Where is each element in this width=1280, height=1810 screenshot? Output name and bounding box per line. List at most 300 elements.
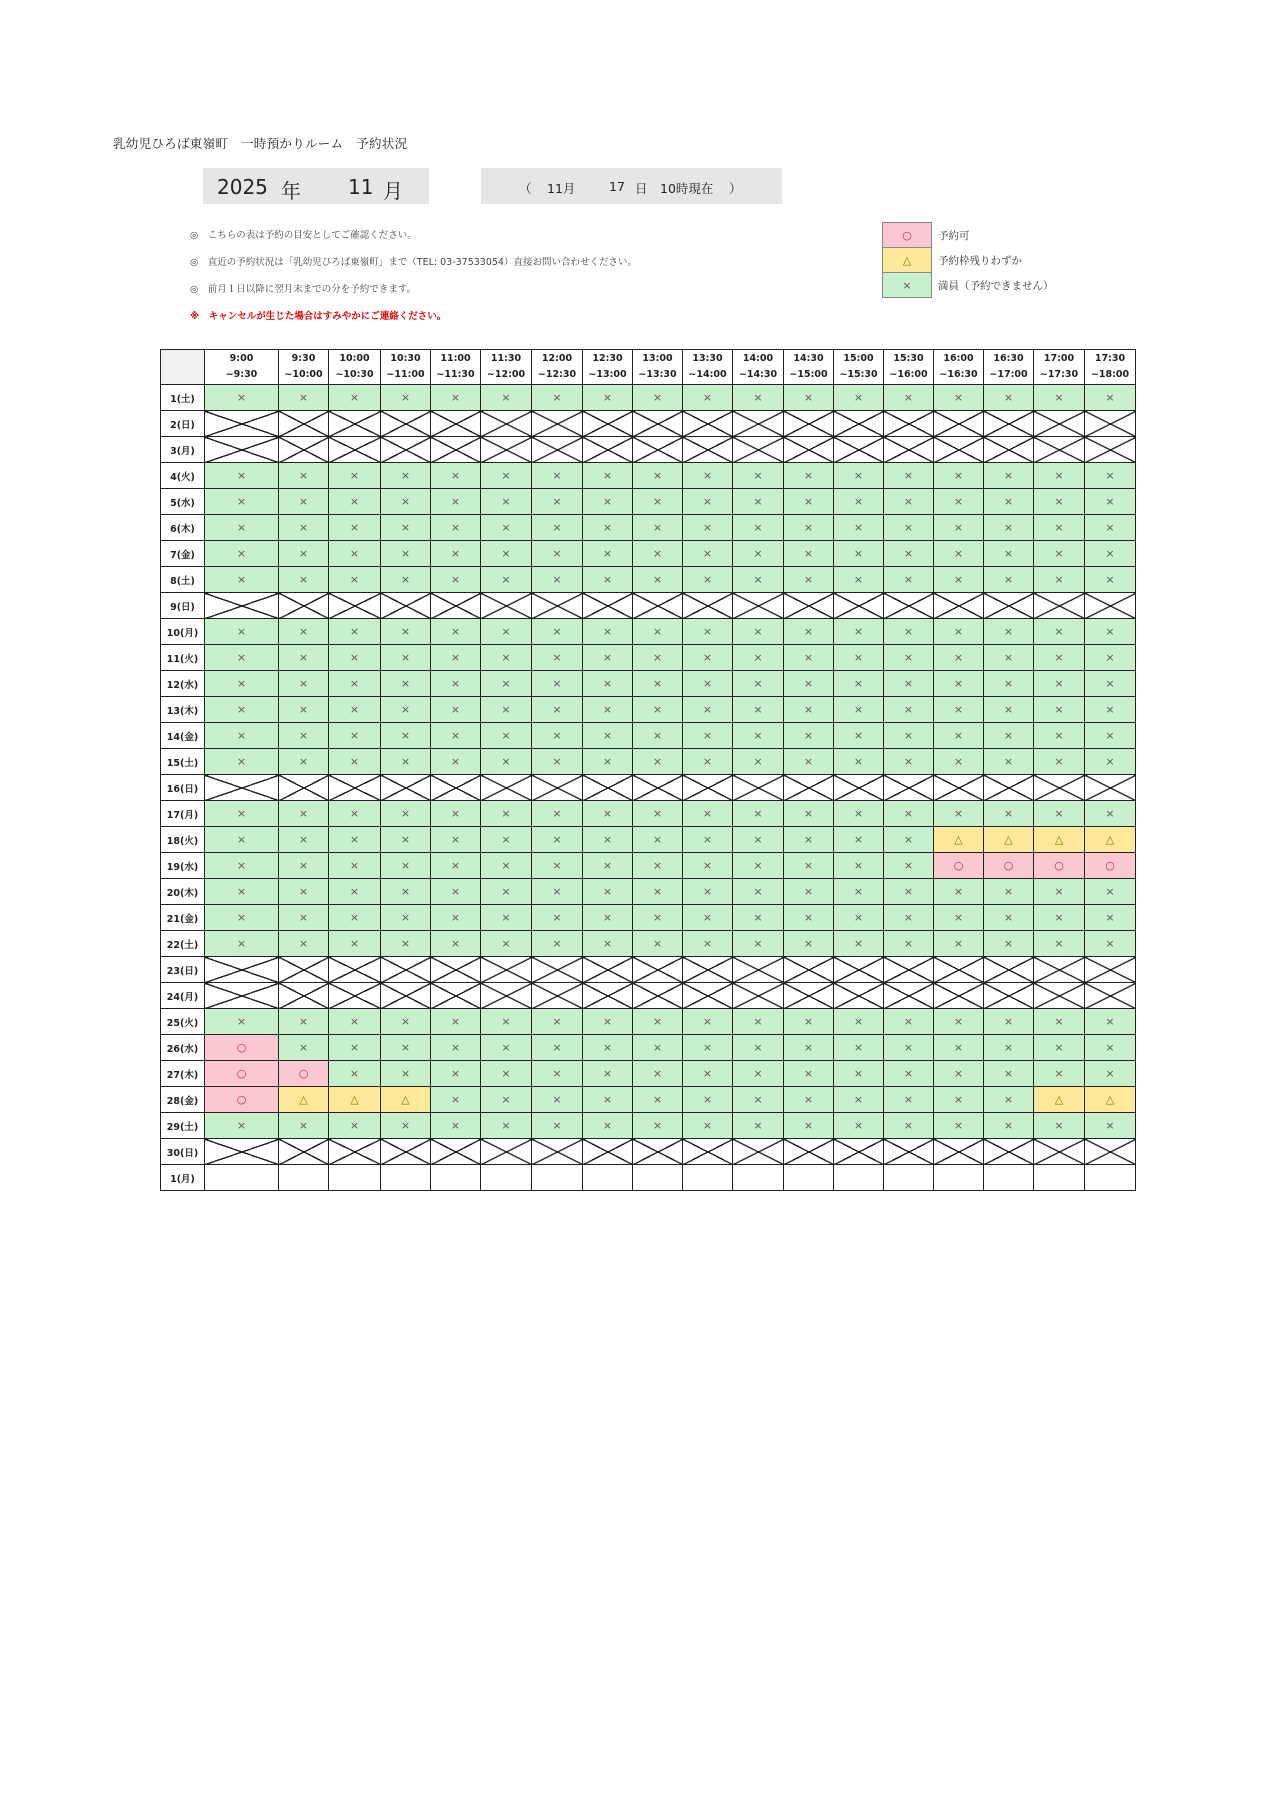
slot-cell-closed xyxy=(532,775,583,801)
slot-cell-full: × xyxy=(633,567,683,593)
slot-cell-full: × xyxy=(532,463,583,489)
slot-cell-closed xyxy=(481,411,532,437)
slot-cell-available: ○ xyxy=(205,1061,279,1087)
slot-cell-full: × xyxy=(481,1009,532,1035)
slot-cell-full: × xyxy=(633,1035,683,1061)
slot-start: 15:30 xyxy=(893,353,924,364)
slot-cell-full: × xyxy=(934,1113,984,1139)
slot-cell-full: × xyxy=(784,645,834,671)
slot-header xyxy=(532,350,583,385)
slot-cell-full: × xyxy=(683,645,733,671)
slot-cell-full: × xyxy=(1085,567,1136,593)
slot-cell-full: × xyxy=(381,723,431,749)
slot-cell-few: △ xyxy=(381,1087,431,1113)
slot-cell-full: × xyxy=(1034,463,1085,489)
slot-cell-closed xyxy=(984,775,1034,801)
slot-cell-full: × xyxy=(481,697,532,723)
slot-cell-full: × xyxy=(984,645,1034,671)
slot-cell-full: × xyxy=(1085,463,1136,489)
slot-end: ~13:00 xyxy=(588,369,627,380)
slot-header xyxy=(633,350,683,385)
slot-cell-full: × xyxy=(1034,567,1085,593)
slot-cell-empty xyxy=(279,1165,329,1191)
slot-cell-full: × xyxy=(683,567,733,593)
slot-cell-closed xyxy=(481,775,532,801)
slot-cell-full: × xyxy=(1085,749,1136,775)
slot-cell-full: × xyxy=(205,385,279,411)
slot-cell-full: × xyxy=(329,879,381,905)
slot-cell-closed xyxy=(583,593,633,619)
slot-cell-full: × xyxy=(784,671,834,697)
day-row xyxy=(161,853,1136,879)
slot-cell-closed xyxy=(532,983,583,1009)
slot-cell-full: × xyxy=(884,905,934,931)
slot-cell-full: × xyxy=(279,905,329,931)
slot-cell-full: × xyxy=(784,489,834,515)
slot-cell-full: × xyxy=(583,1009,633,1035)
slot-cell-full: × xyxy=(329,827,381,853)
slot-cell-full: × xyxy=(279,697,329,723)
slot-cell-full: × xyxy=(633,853,683,879)
slot-cell-closed xyxy=(381,593,431,619)
day-row xyxy=(161,983,1136,1009)
slot-cell-full: × xyxy=(784,749,834,775)
slot-cell-full: × xyxy=(884,515,934,541)
slot-end: ~14:00 xyxy=(688,369,727,380)
period-box xyxy=(203,168,429,204)
slot-cell-closed xyxy=(834,957,884,983)
slot-cell-closed xyxy=(329,1139,381,1165)
slot-cell-closed xyxy=(481,1139,532,1165)
slot-cell-full: × xyxy=(733,463,784,489)
slot-cell-closed xyxy=(329,957,381,983)
slot-cell-full: × xyxy=(633,1113,683,1139)
slot-cell-empty xyxy=(381,1165,431,1191)
day-row xyxy=(161,1139,1136,1165)
day-label: 7(金) xyxy=(161,541,205,567)
slot-cell-full: × xyxy=(633,541,683,567)
slot-cell-closed xyxy=(583,1139,633,1165)
slot-cell-full: × xyxy=(834,671,884,697)
slot-cell-available: ○ xyxy=(205,1035,279,1061)
day-row xyxy=(161,931,1136,957)
slot-cell-closed xyxy=(984,411,1034,437)
slot-cell-full: × xyxy=(633,1087,683,1113)
slot-cell-closed xyxy=(683,1139,733,1165)
slot-cell-full: × xyxy=(1085,879,1136,905)
slot-cell-full: × xyxy=(784,697,834,723)
day-row xyxy=(161,619,1136,645)
slot-cell-full: × xyxy=(1085,1035,1136,1061)
slot-end: ~18:00 xyxy=(1090,369,1130,380)
slot-cell-full: × xyxy=(329,749,381,775)
slot-cell-full: × xyxy=(381,385,431,411)
slot-cell-full: × xyxy=(683,827,733,853)
slot-cell-full: × xyxy=(205,723,279,749)
slot-end: ~15:30 xyxy=(839,369,878,380)
slot-cell-full: × xyxy=(481,827,532,853)
slot-cell-full: × xyxy=(733,489,784,515)
slot-cell-full: × xyxy=(834,619,884,645)
day-row xyxy=(161,1087,1136,1113)
slot-cell-closed xyxy=(481,983,532,1009)
slot-cell-full: × xyxy=(984,541,1034,567)
slot-cell-full: × xyxy=(784,879,834,905)
day-label: 18(火) xyxy=(161,827,205,853)
slot-end: ~12:30 xyxy=(537,369,577,380)
day-row xyxy=(161,1113,1136,1139)
slot-cell-full: × xyxy=(1085,1061,1136,1087)
slot-cell-closed xyxy=(1034,983,1085,1009)
slot-cell-full: × xyxy=(884,1061,934,1087)
slot-cell-full: × xyxy=(583,671,633,697)
slot-cell-full: × xyxy=(633,827,683,853)
slot-cell-closed xyxy=(431,593,481,619)
slot-cell-closed xyxy=(834,1139,884,1165)
slot-cell-full: × xyxy=(381,1061,431,1087)
slot-cell-full: × xyxy=(683,723,733,749)
slot-cell-full: × xyxy=(279,489,329,515)
slot-cell-closed xyxy=(834,983,884,1009)
slot-cell-closed xyxy=(884,411,934,437)
slot-header xyxy=(205,350,279,385)
slot-cell-closed xyxy=(279,411,329,437)
slot-cell-full: × xyxy=(279,515,329,541)
slot-cell-closed xyxy=(532,411,583,437)
slot-cell-closed xyxy=(1085,593,1136,619)
slot-cell-full: × xyxy=(205,1113,279,1139)
slot-cell-empty xyxy=(205,1165,279,1191)
slot-cell-closed xyxy=(431,437,481,463)
slot-cell-full: × xyxy=(934,931,984,957)
slot-cell-closed xyxy=(205,437,279,463)
slot-cell-full: × xyxy=(583,1061,633,1087)
as-of-close-paren: ） xyxy=(729,181,742,196)
slot-cell-full: × xyxy=(205,463,279,489)
slot-cell-full: × xyxy=(934,489,984,515)
as-of-month: 11月 xyxy=(547,181,576,196)
slot-cell-empty xyxy=(683,1165,733,1191)
legend-label-ok: 予約可 xyxy=(938,229,970,242)
slot-cell-full: × xyxy=(381,1009,431,1035)
slot-cell-full: × xyxy=(431,463,481,489)
slot-cell-full: × xyxy=(934,385,984,411)
slot-cell-full: × xyxy=(431,645,481,671)
slot-header xyxy=(381,350,431,385)
slot-cell-full: × xyxy=(834,697,884,723)
slot-cell-full: × xyxy=(784,853,834,879)
day-row xyxy=(161,463,1136,489)
slot-cell-full: × xyxy=(834,931,884,957)
period-month: 11 xyxy=(348,175,374,199)
slot-cell-full: × xyxy=(733,645,784,671)
slot-cell-full: × xyxy=(583,645,633,671)
slot-cell-full: × xyxy=(431,697,481,723)
slot-cell-full: × xyxy=(431,1009,481,1035)
slot-cell-full: × xyxy=(733,1113,784,1139)
slot-cell-full: × xyxy=(934,515,984,541)
slot-header xyxy=(1034,350,1085,385)
day-row xyxy=(161,879,1136,905)
slot-cell-full: × xyxy=(733,619,784,645)
slot-cell-closed xyxy=(279,593,329,619)
slot-cell-full: × xyxy=(633,489,683,515)
as-of-day-label: 日 xyxy=(635,181,648,196)
notes xyxy=(190,228,637,336)
day-row xyxy=(161,437,1136,463)
slot-cell-closed xyxy=(431,957,481,983)
slot-cell-closed xyxy=(431,983,481,1009)
slot-cell-full: × xyxy=(784,931,834,957)
slot-cell-full: × xyxy=(1034,541,1085,567)
slot-cell-full: × xyxy=(1085,723,1136,749)
slot-cell-full: × xyxy=(1034,749,1085,775)
slot-cell-full: × xyxy=(633,619,683,645)
slot-cell-full: × xyxy=(481,749,532,775)
slot-cell-full: × xyxy=(431,723,481,749)
slot-cell-closed xyxy=(205,983,279,1009)
slot-cell-available: ○ xyxy=(984,853,1034,879)
slot-cell-full: × xyxy=(329,541,381,567)
slot-cell-full: × xyxy=(279,567,329,593)
day-label: 30(日) xyxy=(161,1139,205,1165)
day-label: 9(日) xyxy=(161,593,205,619)
slot-cell-full: × xyxy=(481,1035,532,1061)
slot-cell-full: × xyxy=(583,801,633,827)
slot-cell-full: × xyxy=(683,1061,733,1087)
slot-cell-full: × xyxy=(834,1009,884,1035)
day-row xyxy=(161,541,1136,567)
slot-cell-closed xyxy=(1034,775,1085,801)
slot-cell-full: × xyxy=(633,1061,683,1087)
slot-cell-full: × xyxy=(633,1009,683,1035)
slot-cell-full: × xyxy=(934,619,984,645)
day-label: 4(火) xyxy=(161,463,205,489)
slot-start: 9:30 xyxy=(291,353,316,364)
slot-cell-full: × xyxy=(683,463,733,489)
slot-cell-closed xyxy=(279,957,329,983)
slot-cell-full: × xyxy=(481,1113,532,1139)
slot-cell-closed xyxy=(884,1139,934,1165)
slot-cell-full: × xyxy=(1034,515,1085,541)
slot-cell-full: × xyxy=(733,541,784,567)
slot-cell-closed xyxy=(381,411,431,437)
slot-cell-full: × xyxy=(733,801,784,827)
slot-cell-closed xyxy=(205,775,279,801)
day-label: 25(火) xyxy=(161,1009,205,1035)
slot-cell-empty xyxy=(733,1165,784,1191)
slot-cell-closed xyxy=(683,437,733,463)
slot-cell-full: × xyxy=(381,697,431,723)
slot-start: 13:30 xyxy=(692,353,723,364)
slot-cell-full: × xyxy=(784,1035,834,1061)
note-1: ◎ こちらの表は予約の目安としてご確認ください。 xyxy=(190,230,417,241)
slot-cell-full: × xyxy=(583,931,633,957)
slot-cell-full: × xyxy=(329,619,381,645)
slot-cell-full: × xyxy=(733,723,784,749)
slot-cell-full: × xyxy=(481,879,532,905)
slot-cell-full: × xyxy=(431,1113,481,1139)
slot-cell-full: × xyxy=(984,489,1034,515)
day-label: 15(土) xyxy=(161,749,205,775)
slot-cell-full: × xyxy=(683,515,733,541)
legend-item-few xyxy=(883,248,1054,273)
slot-cell-closed xyxy=(633,983,683,1009)
slot-cell-full: × xyxy=(934,723,984,749)
slot-cell-full: × xyxy=(583,1087,633,1113)
slot-cell-empty xyxy=(884,1165,934,1191)
slot-cell-closed xyxy=(733,775,784,801)
slot-cell-full: × xyxy=(431,541,481,567)
slot-cell-full: × xyxy=(381,1113,431,1139)
day-row xyxy=(161,1035,1136,1061)
slot-cell-full: × xyxy=(329,385,381,411)
slot-cell-full: × xyxy=(583,827,633,853)
slot-cell-closed xyxy=(532,957,583,983)
slot-cell-full: × xyxy=(431,1087,481,1113)
slot-cell-full: × xyxy=(784,567,834,593)
slot-start: 9:00 xyxy=(229,353,254,364)
slot-cell-full: × xyxy=(784,1113,834,1139)
slot-cell-closed xyxy=(532,593,583,619)
slot-cell-closed xyxy=(381,437,431,463)
slot-cell-full: × xyxy=(329,905,381,931)
slot-header xyxy=(279,350,329,385)
day-label: 10(月) xyxy=(161,619,205,645)
slot-cell-full: × xyxy=(834,385,884,411)
slot-cell-full: × xyxy=(884,1035,934,1061)
slot-start: 16:00 xyxy=(943,353,974,364)
slot-cell-full: × xyxy=(984,723,1034,749)
day-label: 12(水) xyxy=(161,671,205,697)
slot-cell-full: × xyxy=(984,749,1034,775)
slot-cell-full: × xyxy=(733,385,784,411)
slot-cell-full: × xyxy=(583,853,633,879)
slot-cell-closed xyxy=(733,411,784,437)
slot-end: ~9:30 xyxy=(225,369,258,380)
slot-cell-full: × xyxy=(1085,645,1136,671)
slot-cell-full: × xyxy=(784,1061,834,1087)
slot-cell-full: × xyxy=(532,853,583,879)
slot-cell-full: × xyxy=(532,645,583,671)
slot-cell-full: × xyxy=(583,905,633,931)
slot-cell-full: × xyxy=(381,827,431,853)
day-label: 11(火) xyxy=(161,645,205,671)
slot-cell-full: × xyxy=(583,567,633,593)
day-label: 3(月) xyxy=(161,437,205,463)
slot-cell-full: × xyxy=(481,723,532,749)
slot-cell-full: × xyxy=(884,541,934,567)
slot-cell-full: × xyxy=(205,567,279,593)
slot-cell-full: × xyxy=(329,671,381,697)
slot-cell-full: × xyxy=(984,515,1034,541)
slot-cell-full: × xyxy=(934,1035,984,1061)
slot-cell-full: × xyxy=(633,801,683,827)
slot-cell-full: × xyxy=(481,567,532,593)
slot-cell-full: × xyxy=(683,801,733,827)
slot-start: 14:00 xyxy=(742,353,774,364)
slot-cell-full: × xyxy=(784,515,834,541)
slot-cell-full: × xyxy=(934,671,984,697)
slot-cell-full: × xyxy=(431,853,481,879)
slot-cell-full: × xyxy=(205,827,279,853)
slot-cell-closed xyxy=(784,593,834,619)
slot-cell-full: × xyxy=(683,879,733,905)
day-label: 23(日) xyxy=(161,957,205,983)
slot-cell-closed xyxy=(583,775,633,801)
day-label: 22(土) xyxy=(161,931,205,957)
slot-cell-full: × xyxy=(683,697,733,723)
slot-cell-empty xyxy=(481,1165,532,1191)
slot-cell-empty xyxy=(329,1165,381,1191)
slot-cell-full: × xyxy=(205,619,279,645)
slot-cell-full: × xyxy=(934,905,984,931)
slot-cell-full: × xyxy=(481,905,532,931)
slot-cell-full: × xyxy=(733,879,784,905)
day-row xyxy=(161,775,1136,801)
slot-cell-full: × xyxy=(205,879,279,905)
slot-cell-closed xyxy=(1034,1139,1085,1165)
slot-cell-closed xyxy=(329,983,381,1009)
day-label: 19(水) xyxy=(161,853,205,879)
slot-cell-full: × xyxy=(381,489,431,515)
slot-cell-full: × xyxy=(683,1009,733,1035)
slot-cell-full: × xyxy=(884,619,934,645)
slot-cell-available: ○ xyxy=(279,1061,329,1087)
slot-cell-full: × xyxy=(784,1009,834,1035)
slot-cell-full: × xyxy=(683,1113,733,1139)
slot-cell-full: × xyxy=(784,723,834,749)
slot-cell-closed xyxy=(884,775,934,801)
slot-cell-full: × xyxy=(884,645,934,671)
slot-cell-full: × xyxy=(733,827,784,853)
slot-cell-full: × xyxy=(834,489,884,515)
slot-cell-full: × xyxy=(633,723,683,749)
slot-cell-full: × xyxy=(633,879,683,905)
slot-cell-empty xyxy=(583,1165,633,1191)
slot-cell-closed xyxy=(733,983,784,1009)
slot-cell-full: × xyxy=(532,1035,583,1061)
slot-cell-full: × xyxy=(481,619,532,645)
slot-cell-closed xyxy=(984,957,1034,983)
slot-end: ~12:00 xyxy=(486,369,526,380)
period-year-label: 年 xyxy=(281,179,301,203)
slot-cell-full: × xyxy=(834,879,884,905)
day-label: 16(日) xyxy=(161,775,205,801)
slot-cell-closed xyxy=(381,1139,431,1165)
as-of-box xyxy=(481,168,782,204)
slot-cell-empty xyxy=(1085,1165,1136,1191)
slot-cell-full: × xyxy=(381,671,431,697)
slot-cell-closed xyxy=(683,593,733,619)
slot-cell-full: × xyxy=(329,1061,381,1087)
day-row xyxy=(161,1061,1136,1087)
slot-cell-full: × xyxy=(329,489,381,515)
slot-cell-closed xyxy=(583,437,633,463)
note-2: ◎ 直近の予約状況は「乳幼児ひろば東嶺町」まで（TEL: 03-37533054）直接お問い合わせください。 xyxy=(190,257,637,268)
slot-cell-full: × xyxy=(834,749,884,775)
slot-cell-full: × xyxy=(279,827,329,853)
slot-header xyxy=(683,350,733,385)
slot-cell-closed xyxy=(532,1139,583,1165)
slot-cell-full: × xyxy=(329,931,381,957)
slot-cell-closed xyxy=(481,957,532,983)
slot-cell-full: × xyxy=(532,879,583,905)
slot-cell-full: × xyxy=(834,541,884,567)
slot-cell-closed xyxy=(683,411,733,437)
slot-cell-full: × xyxy=(532,515,583,541)
slot-cell-full: × xyxy=(1034,619,1085,645)
